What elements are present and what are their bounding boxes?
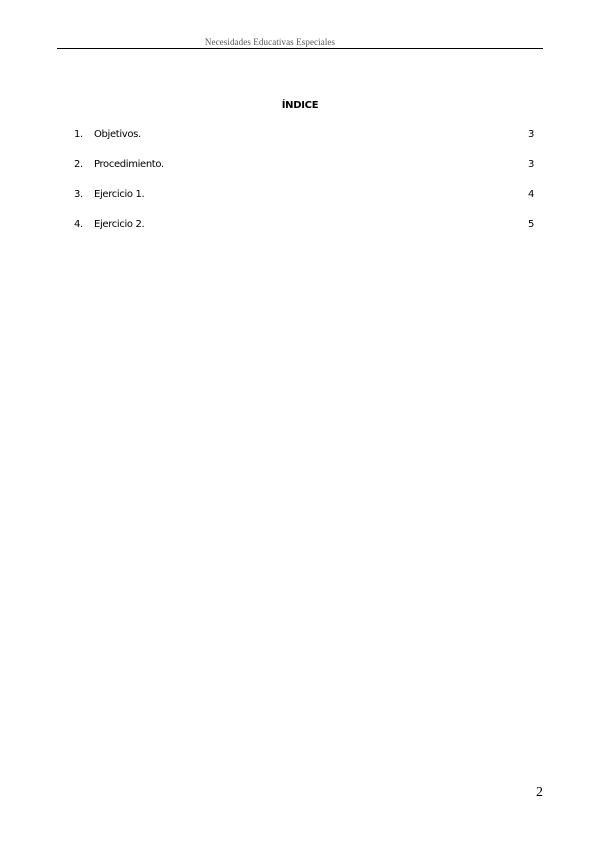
toc-entry-label: Procedimiento. (94, 159, 164, 170)
header-divider (57, 48, 543, 49)
toc-entry-number: 4. (74, 219, 83, 230)
toc-entry-page: 4 (527, 189, 534, 200)
toc-entry-label: Ejercicio 1. (94, 189, 145, 200)
page-number: 2 (536, 785, 543, 800)
toc-entry-page: 3 (527, 129, 534, 140)
toc-entry-page: 3 (527, 159, 534, 170)
toc-heading: ÍNDICE (281, 100, 319, 111)
toc-entry-number: 3. (74, 189, 83, 200)
toc-entry-ejercicio-1[interactable] (74, 189, 536, 219)
toc-entry-page: 5 (527, 219, 534, 230)
toc-entry-number: 1. (74, 129, 83, 140)
toc-entry-objetivos[interactable] (74, 129, 536, 159)
toc-entry-label: Objetivos. (94, 129, 141, 140)
toc-entry-number: 2. (74, 159, 83, 170)
toc-entry-label: Ejercicio 2. (94, 219, 145, 230)
toc-entry-ejercicio-2[interactable] (74, 219, 536, 249)
table-of-contents (74, 129, 536, 249)
running-header: Necesidades Educativas Especiales (204, 37, 336, 47)
toc-entry-procedimiento[interactable] (74, 159, 536, 189)
